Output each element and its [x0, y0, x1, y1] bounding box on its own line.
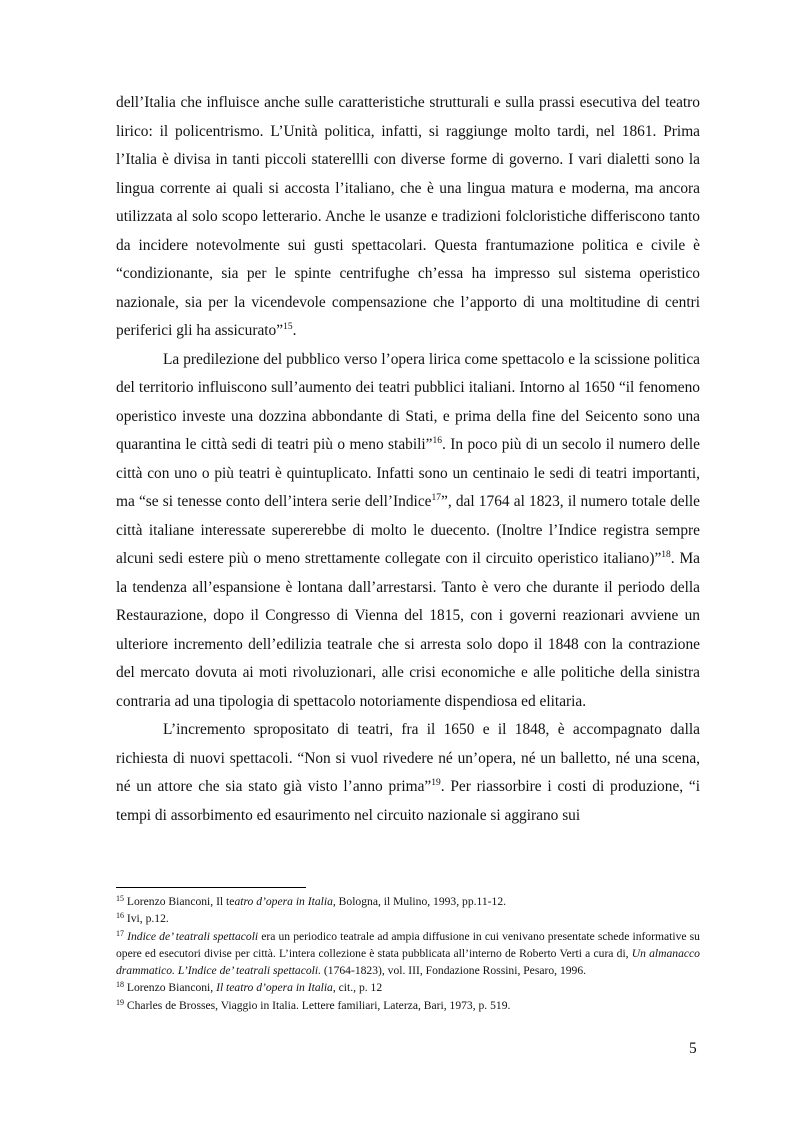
footnote-ref: 15 [283, 322, 293, 332]
main-text [116, 89, 700, 830]
paragraph: dell’Italia che influisce anche sulle caratteristiche strutturali e sulla prassi esecutiva del teatro lirico: il policentrismo. L’Unità politica, infatti, si raggiunge molto tardi, nel 1861. Prima l’Italia è divisa in tanti piccoli staterellli con diverse forme di governo. I vari dialetti sono la lingua corrente ai quali si accosta l’italiano, che è una lingua matura e moderna, ma ancora utilizzata al solo scopo letterario. Anche le usanze e tradizioni folcloristiche differiscono tanto da incidere notevolmente sui gusti spettacolari. Questa frantumazione politica e civile è “condizionante, sia per le spinte centrifughe ch’essa ha impresso sul sistema operistico nazionale, sia per la vicendevole compensazione che l’apporto di una moltitudine di centri periferici gli ha assicurato”$^{15}$. [116, 94, 700, 339]
footnotes [116, 893, 700, 1014]
footnote-separator [116, 887, 306, 888]
footnote: $^{15}$ Lorenzo Bianconi, Il teatro d’opera in Italia, Bologna, il Mulino, 1993, pp.11-12. [116, 894, 507, 908]
footnote-ref: 19 [431, 778, 441, 788]
footnote-ref: 17 [431, 493, 441, 503]
footnote-ref: 16 [432, 436, 443, 446]
footnote: $^{16}$ Ivi, p.12. [116, 911, 169, 926]
footnote: $^{19}$ Charles de Brosses, Viaggio in Italia. Lettere familiari, Laterza, Bari, 1973, p. 519. [116, 997, 511, 1012]
footnote-ref: 18 [661, 550, 671, 560]
footnote: $^{18}$ Lorenzo Bianconi, Il teatro d’opera in Italia, cit., p. 12 [116, 980, 383, 995]
paragraph: L’incremento spropositato di teatri, fra il 1650 e il 1848, è accompagnato dalla richiesta di nuovi spettacoli. “Non si vuol rivedere né un’opera, né un balletto, né una scena, né un attore che sia stato già visto l’anno prima”$^{19}$. Per riassorbire i costi di produzione, “i tempi di assorbimento ed esaurimento nel circuito nazionale si aggirano sui [116, 721, 701, 824]
footnote: $^{17}$ Indice de’ teatrali spettacoli era un periodico teatrale ad ampia diffusione in cui venivano presentate schede informative su opere ed esecutori divise per città. L’intera collezione è stata pubblicata all’interno de Roberto Verti a cura di, Un almanacco drammatico. L’Indice de’ teatrali spettacoli. (1764-1823), vol. III, Fondazione Rossini, Pesaro, 1996. [116, 928, 700, 978]
paragraph: La predilezione del pubblico verso l’opera lirica come spettacolo e la scissione politica del territorio influiscono sull’aumento dei teatri pubblici italiani. Intorno al 1650 “il fenomeno operistico investe una dozzina abbondante di Stati, e prima della fine del Seicento sono una quarantina le città sedi di teatri più o meno stabili”$^{16}$. In poco più di un secolo il numero delle città con uno o più teatri è quintuplicato. Infatti sono un centinaio le sedi di teatri importanti, ma “se si tenesse conto dell’intera serie dell’Indice$^{17}$”, dal 1764 al 1823, il numero totale delle città italiane interessate supererebbe di molto le duecento. (Inoltre l’Indice registra sempre alcuni sedi estere più o meno strettamente collegate con il circuito operistico italiano)”$^{18}$. Ma la tendenza all’espansione è lontana dall’arrestarsi. Tanto è vero che durante il periodo della Restaurazione, dopo il Congresso di Vienna del 1815, con i governi reazionari avviene un ulteriore incremento dell’edilizia teatrale che si arresta solo dopo il 1848 con la contrazione del mercato dovuta ai moti rivoluzionari, alle crisi economiche e alle politiche della sinistra contraria ad una tipologia di spettacolo notoriamente dispendiosa ed elitaria. [116, 350, 700, 710]
page-number: 5 [689, 1040, 697, 1057]
